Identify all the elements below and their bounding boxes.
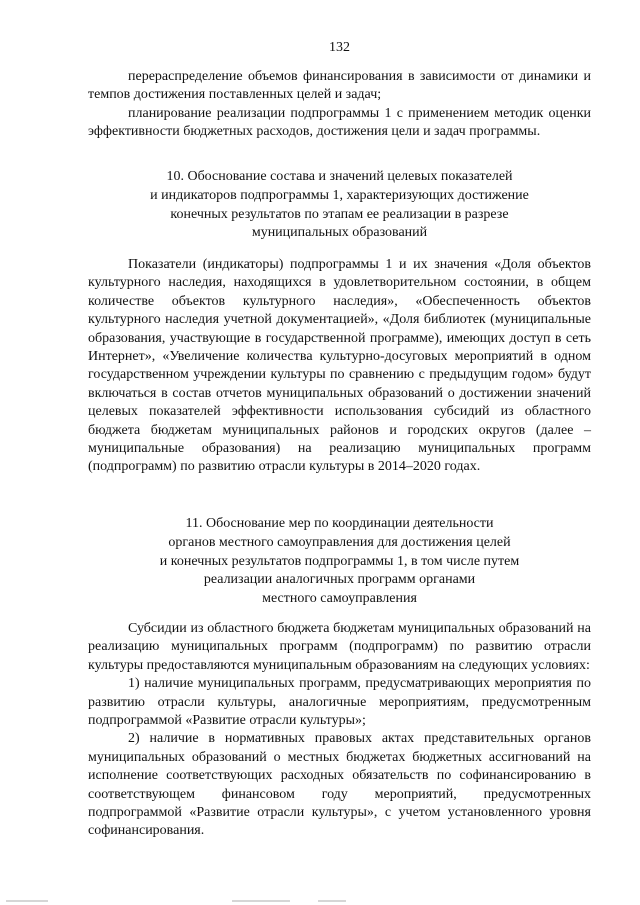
heading-line: конечных результатов по этапам ее реализации в разрезе <box>170 206 509 222</box>
heading-line: муниципальных образований <box>251 225 428 241</box>
section-10-body <box>88 256 591 477</box>
heading-line: органов местного самоуправления для достижения целей <box>168 534 511 550</box>
scan-mark <box>318 900 346 902</box>
paragraph: планирование реализации подпрограммы 1 с применением методик оценки эффективности бюджетных расходов, достижения цели и задач программы. <box>88 105 591 140</box>
scan-mark <box>232 900 290 902</box>
scan-mark <box>6 900 48 902</box>
heading-line: и индикаторов подпрограммы 1, характеризующих достижение <box>150 187 529 203</box>
section-11-heading <box>88 515 591 609</box>
page-number: 132 <box>329 40 350 55</box>
paragraph: 2) наличие в нормативных правовых актах представительных органов муниципальных образований о местных бюджетах бюджетных ассигнований на исполнение соответствующих расходных обязательств по софинансированию в соответствующем финансовом году мероприятий, предусмотренных подпрограммой «Развитие отрасли культуры», с учетом установленного уровня софинансирования. <box>88 731 591 839</box>
paragraph: перераспределение объемов финансирования в зависимости от динамики и темпов достижения поставленных целей и задач; <box>88 69 591 103</box>
section-11-body <box>88 620 591 841</box>
paragraph: 1) наличие муниципальных программ, предусматривающих мероприятия по развитию отрасли культуры, аналогичные мероприятиям, предусмотренным подпрограммой «Развитие отрасли культуры»; <box>88 676 591 729</box>
section-10-heading <box>88 168 591 243</box>
heading-line: 10. Обоснование состава и значений целевых показателей <box>166 169 513 184</box>
heading-line: реализации аналогичных программ органами <box>203 572 476 588</box>
paragraph: Субсидии из областного бюджета бюджетам муниципальных образований на реализацию муниципальных программ (подпрограмм) по развитию отрасли культуры предоставляются муниципальным образованиям на следующих условиях: <box>88 621 591 673</box>
paragraph: Показатели (индикаторы) подпрограммы 1 и их значения «Доля объектов культурного наследия, находящихся в удовлетворительном состоянии, в общем количестве объектов культурного наследия», «Обеспеченность объектов культурного наследия учетной документацией», «Доля библиотек (муниципальные образования, участвующие в государственной программе), имеющих доступ в сеть Интернет», «Увеличение количества культурно-досуговых мероприятий в одном государственном учреждении культуры по сравнению с предыдущим годом» будут включаться в состав отчетов муниципальных образований о достижении значений целевых показателей эффективности использования субсидий из областного бюджета бюджетам муниципальных районов и городских округов (далее – муниципальные образования) на реализацию муниципальных программ (подпрограмм) по развитию отрасли культуры в 2014–2020 годах. <box>88 257 591 475</box>
intro-text <box>88 68 591 142</box>
heading-line: и конечных результатов подпрограммы 1, в том числе путем <box>159 553 520 569</box>
heading-line: 11. Обоснование мер по координации деятельности <box>185 516 494 531</box>
heading-line: местного самоуправления <box>262 591 417 607</box>
scan-artifact <box>0 897 640 905</box>
